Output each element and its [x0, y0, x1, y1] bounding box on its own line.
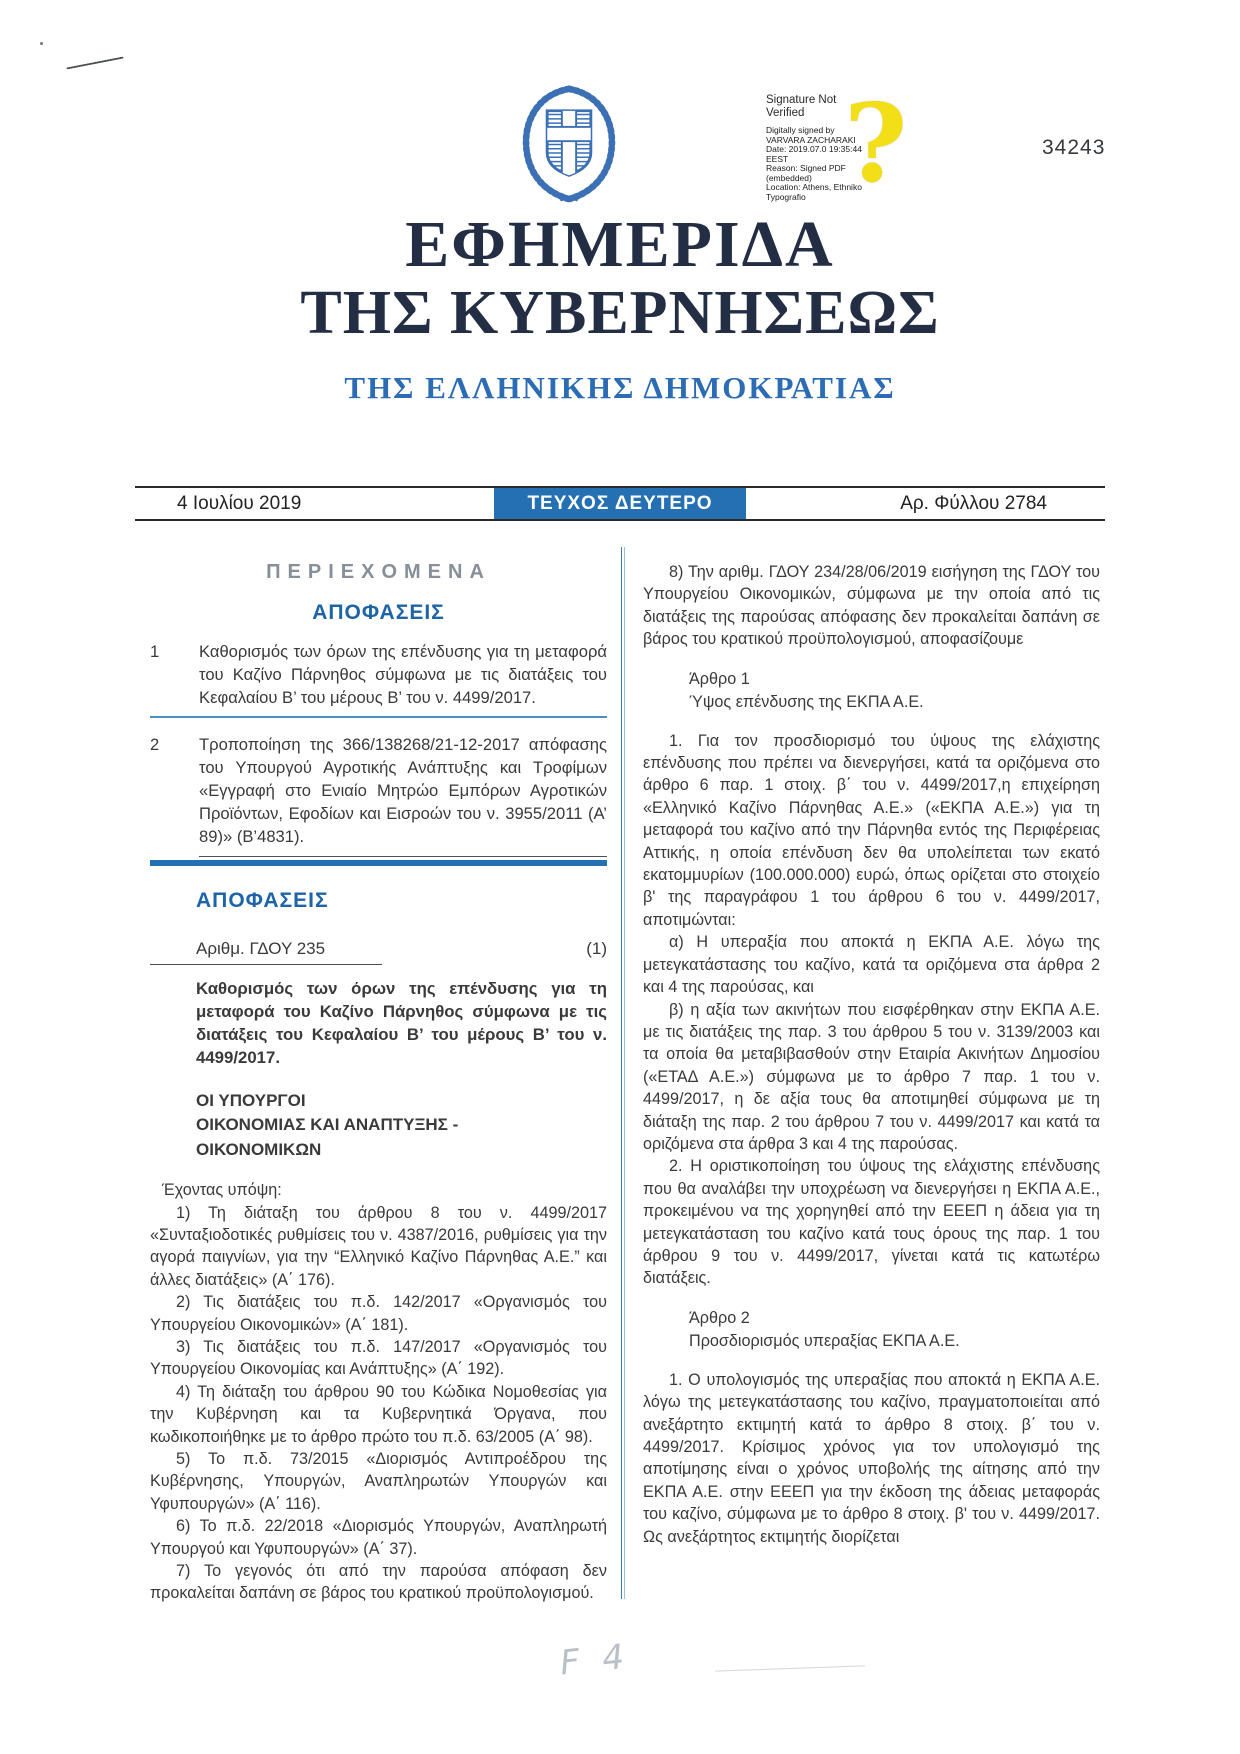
stamp-status-line2: Verified	[766, 106, 805, 119]
toc-section-heading: ΑΠΟΦΑΣΕΙΣ	[312, 601, 445, 625]
question-mark-icon: ?	[844, 81, 908, 207]
toc-title: ΠΕΡΙΕΧΟΜΕΝΑ	[266, 561, 491, 583]
masthead-subtitle: ΤΗΣ ΕΛΛΗΝΙΚΗΣ ΔΗΜΟΚΡΑΤΙΑΣ	[344, 370, 896, 405]
decision-number-underline	[150, 964, 382, 965]
stamp-detail: Digitally signed by	[766, 125, 835, 135]
article-subtitle: Ύψος επένδυσης της ΕΚΠΑ Α.Ε.	[689, 693, 924, 712]
decisions-section-heading: ΑΠΟΦΑΣΕΙΣ	[196, 888, 329, 912]
stamp-detail: Typografio	[766, 191, 806, 202]
article-subtitle: Προσδιορισμός υπεραξίας ΕΚΠΑ Α.Ε.	[689, 1332, 960, 1351]
issue-date: 4 Ιουλίου 2019	[177, 492, 302, 514]
consideration-paragraph: 5) Το π.δ. 73/2015 «Διορισμός Αντιπροέδρου της Κυβέρνησης, Υπουργών, Αναπληρωτών Υπουργών και Υφυπουργών» (Α΄ 116).	[150, 1450, 607, 1513]
decision-title: Καθορισμός των όρων της επένδυσης για τη μεταφορά του Καζίνο Πάρνηθος σύμφωνα με τις διατάξεις του Κεφαλαίου Β’ του μέρους Β’ του ν. 4499/2017.	[196, 978, 607, 1067]
decision-issuers	[196, 1089, 607, 1163]
toc-end-thin-rule	[199, 856, 607, 857]
article-paragraph: 1. Για τον προσδιορισμό του ύψους της ελάχιστης επένδυσης που πρέπει να διενεργήσει, κατά τα οριζόμενα στο άρθρο 6 παρ. 1 στοιχ. β΄ του ν. 4499/2017,η επιχείρηση «Ελληνικό Καζίνο Πάρνηθας Α.Ε.» («ΕΚΠΑ Α.Ε.») για τη μεταφορά του καζίνο από την Πάρνηθα εντός της Περιφέρειας Αττικής, η οποία επένδυση δεν θα υπολείπεται των εκατό εκατομμυρίων (100.000.000) ευρώ, όπως ορίζεται στο στοιχείο β' της παραγράφου 1 του άρθρου 6 του ν. 4499/2017, αποτιμώνται:	[643, 731, 1100, 929]
consideration-paragraph: 3) Τις διατάξεις του π.δ. 147/2017 «Οργανισμός του Υπουργείου Οικονομίας και Ανάπτυξης» (Α΄ 192).	[150, 1337, 607, 1379]
article-number: Άρθρο 2	[689, 1308, 750, 1327]
left-column	[150, 545, 607, 1605]
issuer-line: ΟΙΚΟΝΟΜΙΚΩΝ	[196, 1139, 322, 1159]
toc-item	[150, 640, 607, 709]
stamp-detail: Reason: Signed PDF	[766, 163, 846, 173]
decision-number-row	[196, 938, 607, 960]
consideration-paragraph: 6) Το π.δ. 22/2018 «Διορισμός Υπουργών, Αναπληρωτή Υπουργού και Υφυπουργών» (Α΄ 37).	[150, 1517, 607, 1558]
masthead-title-line2: ΤΗΣ ΚΥΒΕΡΝΗΣΕΩΣ	[300, 279, 940, 347]
issue-info-bar	[135, 486, 1105, 521]
toc-separator-line	[150, 716, 607, 718]
issuer-line: ΟΙΚΟΝΟΜΙΑΣ ΚΑΙ ΑΝΑΠΤΥΞΗΣ -	[196, 1115, 459, 1135]
issuer-line: ΟΙ ΥΠΟΥΡΓΟΙ	[196, 1090, 306, 1110]
masthead	[0, 210, 1240, 405]
issue-sheet-number: Αρ. Φύλλου 2784	[900, 492, 1047, 514]
page-number: 34243	[1042, 136, 1106, 159]
article-paragraph: 1. Ο υπολογισμός της υπεραξίας που αποκτά η ΕΚΠΑ Α.Ε. λόγω της μετεγκατάστασης του καζίνο, πραγματοποιείται από ανεξάρτητο εκτιμητή κατά το άρθρο 8 στοιχ. β΄ του ν. 4499/2017. Κρίσιμος χρόνος για τον υπολογισμό της αποτίμησης είναι ο χρόνος υποβολής της αίτησης από την ΕΚΠΑ Α.Ε. στην ΕΕΕΠ για την έκδοση της άδειας μεταφοράς του καζίνο, σύμφωνα με το άρθρο 8 στοιχ. β' του ν. 4499/2017. Ως ανεξάρτητος εκτιμητής διορίζεται	[643, 1370, 1100, 1546]
toc-item-text: Καθορισμός των όρων της επένδυσης για τη μεταφορά του Καζίνο Πάρνηθος σύμφωνα με τις διατάξεις του Κεφαλαίου Β’ του μέρους Β’ του ν. 4499/2017.	[199, 641, 607, 707]
consideration-paragraph: 7) Το γεγονός ότι από την παρούσα απόφαση δεν προκαλείται δαπάνη σε βάρος του κρατικού προϋπολογισμού.	[150, 1562, 607, 1603]
having-regard-line: Έχοντας υπόψη:	[162, 1181, 282, 1200]
digital-signature-stamp	[766, 81, 966, 207]
pen-dot	[40, 42, 43, 45]
stamp-detail: Date: 2019.07.0 19:35:44	[766, 144, 862, 154]
greek-coat-of-arms-icon	[512, 82, 626, 211]
article-1-heading	[689, 668, 1100, 715]
toc-item-text: Τροποποίηση της 366/138268/21-12-2017 απόφασης του Υπουργού Αγροτικής Ανάπτυξης και Τροφίμων «Εγγραφή στο Ενιαίο Μητρώο Εμπόρων Αγροτικών Προϊόντων, Εφοδίων και Εισροών του ν. 3955/2011 (Α’ 89)» (Β’4831).	[199, 734, 607, 846]
consideration-paragraph: 1) Τη διάταξη του άρθρου 8 του ν. 4499/2017 «Συνταξιοδοτικές ρυθμίσεις του ν. 4387/2016, ρυθμίσεις για την αγορά παιγνίων, για την “Ελληνικό Καζίνο Πάρνηθας Α.Ε.” και άλλες διατάξεις» (Α΄ 176).	[150, 1203, 607, 1289]
right-column	[643, 545, 1100, 1548]
article-number: Άρθρο 1	[689, 669, 750, 688]
toc-item-number: 1	[150, 641, 160, 661]
stamp-detail: EEST	[766, 153, 789, 164]
stamp-detail: (embedded)	[766, 172, 812, 183]
decision-number: Αριθμ. ΓΔΟΥ 235	[196, 939, 326, 959]
stamp-detail: Location: Athens, Ethniko	[766, 182, 862, 192]
toc-end-thick-rule	[150, 860, 607, 866]
article-list-item: β) η αξία των ακινήτων που εισφέρθηκαν στην ΕΚΠΑ Α.Ε. με τις διατάξεις της παρ. 3 του άρθρου 5 του ν. 3139/2003 και τα οποία θα μεταβιβασθούν στην Εταιρία Ακινήτων Δημοσίου («ΕΤΑΔ Α.Ε.») σύμφωνα με το άρθρο 7 παρ. 1 του ν. 4499/2017, η δε αξία τους θα αποτιμηθεί σύμφωνα με τη διάταξη της παρ. 2 του άρθρου 7 του ν. 4499/2017 και κατά τα οριζόμενα στα άρθρα 3 και 4 της παρούσας.	[643, 1000, 1100, 1153]
consideration-paragraph: 2) Τις διατάξεις του π.δ. 142/2017 «Οργανισμός του Υπουργείου Οικονομικών» (Α΄ 181).	[150, 1293, 607, 1334]
handwritten-pen-stroke	[66, 56, 123, 69]
decision-ref-index: (1)	[586, 939, 607, 959]
consideration-paragraph: 8) Την αριθμ. ΓΔΟΥ 234/28/06/2019 εισήγηση της ΓΔΟΥ του Υπουργείου Οικονομικών, σύμφωνα με την οποία από τις διατάξεις της παρούσας απόφασης δεν προκαλείται δαπάνη σε βάρος του κρατικού προϋπολογισμού, αποφασίζουμε	[643, 563, 1100, 649]
toc-item-number: 2	[150, 734, 160, 754]
article-2-heading	[689, 1307, 1100, 1354]
faint-scan-line	[715, 1665, 865, 1671]
issue-type-badge: ΤΕΥΧΟΣ ΔΕΥΤΕΡΟ	[494, 488, 746, 519]
column-divider	[621, 547, 625, 1599]
stamp-status-line1: Signature Not	[766, 94, 837, 106]
article-paragraph: 2. Η οριστικοποίηση του ύψους της ελάχιστης επένδυσης που θα αναλάβει την υποχρέωση να διενεργήσει η ΕΚΠΑ Α.Ε., προκειμένου να της χορηγηθεί από την ΕΕΕΠ η άδεια για τη μετεγκατάσταση του καζίνο κατά τους όρους της παρ. 1 του άρθρου 9 του ν. 4499/2017, γίνεται κατά τις κατωτέρω διατάξεις.	[643, 1157, 1100, 1288]
handwritten-footer-mark: F 4	[558, 1636, 632, 1684]
stamp-detail: VARVARA ZACHARAKI	[766, 134, 856, 145]
article-list-item: α) Η υπεραξία που αποκτά η ΕΚΠΑ Α.Ε. λόγω της μετεγκατάστασης του καζίνο, κατά τα οριζόμενα στα άρθρα 2 και 4 της παρούσας, και	[643, 933, 1100, 997]
toc-item	[150, 733, 607, 848]
consideration-paragraph: 4) Τη διάταξη του άρθρου 90 του Κώδικα Νομοθεσίας για την Κυβέρνηση και τα Κυβερνητικά Όργανα, που κωδικοποιήθηκε με το άρθρο πρώτο του π.δ. 63/2005 (Α΄ 98).	[150, 1382, 607, 1446]
masthead-title-line1: ΕΦΗΜΕΡΙΔΑ	[405, 208, 835, 281]
